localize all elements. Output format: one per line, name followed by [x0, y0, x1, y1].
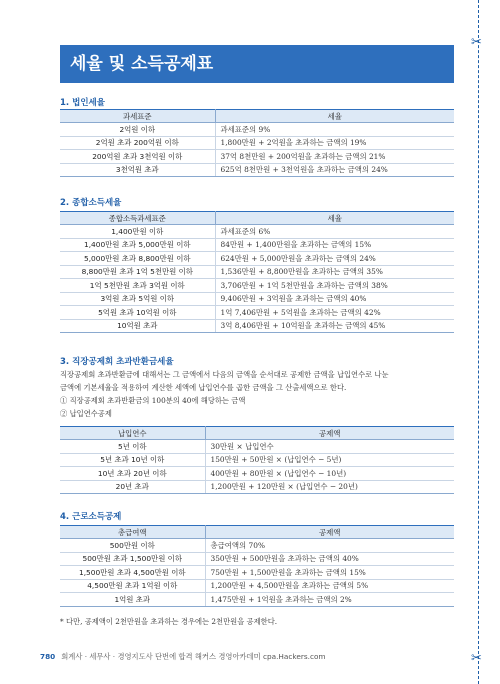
table-header: 공제액	[205, 427, 454, 440]
table-row	[60, 480, 454, 494]
table-row	[60, 292, 454, 306]
table-cell: 8,800만원 초과 1억 5천만원 이하	[60, 265, 215, 279]
table-header: 납입연수	[60, 427, 205, 440]
corporate-tax-table	[60, 109, 454, 177]
table-cell: 400만원 + 80만원 × (납입연수 − 10년)	[205, 467, 454, 481]
table-cell: 1,400만원 초과 5,000만원 이하	[60, 238, 215, 252]
earned-income-deduction-table	[60, 525, 454, 607]
table-cell: 3억원 초과 5억원 이하	[60, 292, 215, 306]
table-row	[60, 265, 454, 279]
table-cell: 5년 이하	[60, 440, 205, 454]
footnote: * 다만, 공제액이 2천만원을 초과하는 경우에는 2천만원을 공제한다.	[60, 617, 278, 626]
table-cell: 3,706만원 + 1억 5천만원을 초과하는 금액의 38%	[215, 279, 454, 293]
page-number: 780	[40, 652, 56, 661]
table-cell: 500만원 이하	[60, 539, 205, 553]
table-cell: 5억원 초과 10억원 이하	[60, 306, 215, 320]
table-row	[60, 467, 454, 481]
table-row	[60, 279, 454, 293]
section-heading-earned-income-deduction: 4. 근로소득공제	[60, 512, 122, 522]
table-cell: 1,800만원 + 2억원을 초과하는 금액의 19%	[215, 136, 454, 150]
table-header: 세율	[215, 212, 454, 225]
table-row	[60, 453, 454, 467]
table-header: 총급여액	[60, 526, 205, 539]
table-cell: 3천억원 초과	[60, 163, 215, 177]
table-row	[60, 225, 454, 239]
table-cell: 37억 8천만원 + 200억원을 초과하는 금액의 21%	[215, 150, 454, 164]
scissors-icon: ✂	[471, 651, 482, 666]
table-cell: 10억원 초과	[60, 319, 215, 333]
table-row	[60, 306, 454, 320]
table-cell: 30만원 × 납입연수	[205, 440, 454, 454]
table-cell: 1,475만원 + 1억원을 초과하는 금액의 2%	[205, 593, 454, 607]
table-cell: 2억원 이하	[60, 123, 215, 137]
table-cell: 750만원 + 1,500만원을 초과하는 금액의 15%	[205, 566, 454, 580]
footer-text: 회계사 · 세무사 · 경영지도사 단번에 합격 해커스 경영아카데미 cpa.Hackers.com	[61, 652, 326, 661]
table-cell: 84만원 + 1,400만원을 초과하는 금액의 15%	[215, 238, 454, 252]
table-cell: 1,200만원 + 4,500만원을 초과하는 금액의 5%	[205, 579, 454, 593]
paragraph-line: ② 납입연수공제	[60, 409, 112, 418]
table-row	[60, 593, 454, 607]
section-heading-income-tax: 2. 종합소득세율	[60, 198, 122, 208]
table-cell: 1,500만원 초과 4,500만원 이하	[60, 566, 205, 580]
paragraph-line: 금액에 기본세율을 적용하여 계산한 세액에 납입연수를 곱한 금액을 그 산출세액으로 한다.	[60, 383, 347, 392]
table-cell: 5,000만원 초과 8,800만원 이하	[60, 252, 215, 266]
paragraph-line: ① 직장공제회 초과반환금의 100분의 40에 해당하는 금액	[60, 396, 246, 405]
table-cell: 20년 초과	[60, 480, 205, 494]
table-row	[60, 252, 454, 266]
section-paragraph	[60, 368, 454, 420]
cut-line	[478, 0, 479, 684]
table-cell: 200억원 초과 3천억원 이하	[60, 150, 215, 164]
table-row	[60, 539, 454, 553]
table-cell: 2억원 초과 200억원 이하	[60, 136, 215, 150]
table-cell: 1억 5천만원 초과 3억원 이하	[60, 279, 215, 293]
table-row	[60, 552, 454, 566]
table-cell: 5년 초과 10년 이하	[60, 453, 205, 467]
table-cell: 과세표준의 6%	[215, 225, 454, 239]
table-cell: 총급여액의 70%	[205, 539, 454, 553]
page-title: 세율 및 소득공제표	[60, 45, 454, 83]
table-cell: 1억 7,406만원 + 5억원을 초과하는 금액의 42%	[215, 306, 454, 320]
table-cell: 150만원 + 50만원 × (납입연수 − 5년)	[205, 453, 454, 467]
table-cell: 4,500만원 초과 1억원 이하	[60, 579, 205, 593]
table-cell: 9,406만원 + 3억원을 초과하는 금액의 40%	[215, 292, 454, 306]
table-header: 과세표준	[60, 110, 215, 123]
table-header: 종합소득과세표준	[60, 212, 215, 225]
table-row	[60, 566, 454, 580]
table-row	[60, 123, 454, 137]
payment-years-deduction-table	[60, 426, 454, 494]
table-cell: 10년 초과 20년 이하	[60, 467, 205, 481]
table-row	[60, 579, 454, 593]
table-cell: 624만원 + 5,000만원을 초과하는 금액의 24%	[215, 252, 454, 266]
page-footer	[40, 652, 326, 662]
table-cell: 3억 8,406만원 + 10억원을 초과하는 금액의 45%	[215, 319, 454, 333]
table-cell: 625억 8천만원 + 3천억원을 초과하는 금액의 24%	[215, 163, 454, 177]
section-heading-corporate-tax: 1. 법인세율	[60, 98, 105, 108]
table-cell: 350만원 + 500만원을 초과하는 금액의 40%	[205, 552, 454, 566]
table-cell: 1,400만원 이하	[60, 225, 215, 239]
table-row	[60, 238, 454, 252]
table-cell: 500만원 초과 1,500만원 이하	[60, 552, 205, 566]
scissors-icon: ✂	[471, 35, 482, 50]
table-header: 공제액	[205, 526, 454, 539]
table-row	[60, 136, 454, 150]
table-row	[60, 440, 454, 454]
table-header: 세율	[215, 110, 454, 123]
table-cell: 1,200만원 + 120만원 × (납입연수 − 20년)	[205, 480, 454, 494]
table-cell: 1억원 초과	[60, 593, 205, 607]
table-row	[60, 319, 454, 333]
paragraph-line: 직장공제회 초과반환금에 대해서는 그 금액에서 다음의 금액을 순서대로 공제한 금액을 납입연수로 나눈	[60, 370, 389, 379]
table-row	[60, 163, 454, 177]
table-row	[60, 150, 454, 164]
income-tax-table	[60, 211, 454, 333]
section-heading-mutual-aid: 3. 직장공제회 초과반환금세율	[60, 357, 174, 367]
table-cell: 과세표준의 9%	[215, 123, 454, 137]
table-cell: 1,536만원 + 8,800만원을 초과하는 금액의 35%	[215, 265, 454, 279]
